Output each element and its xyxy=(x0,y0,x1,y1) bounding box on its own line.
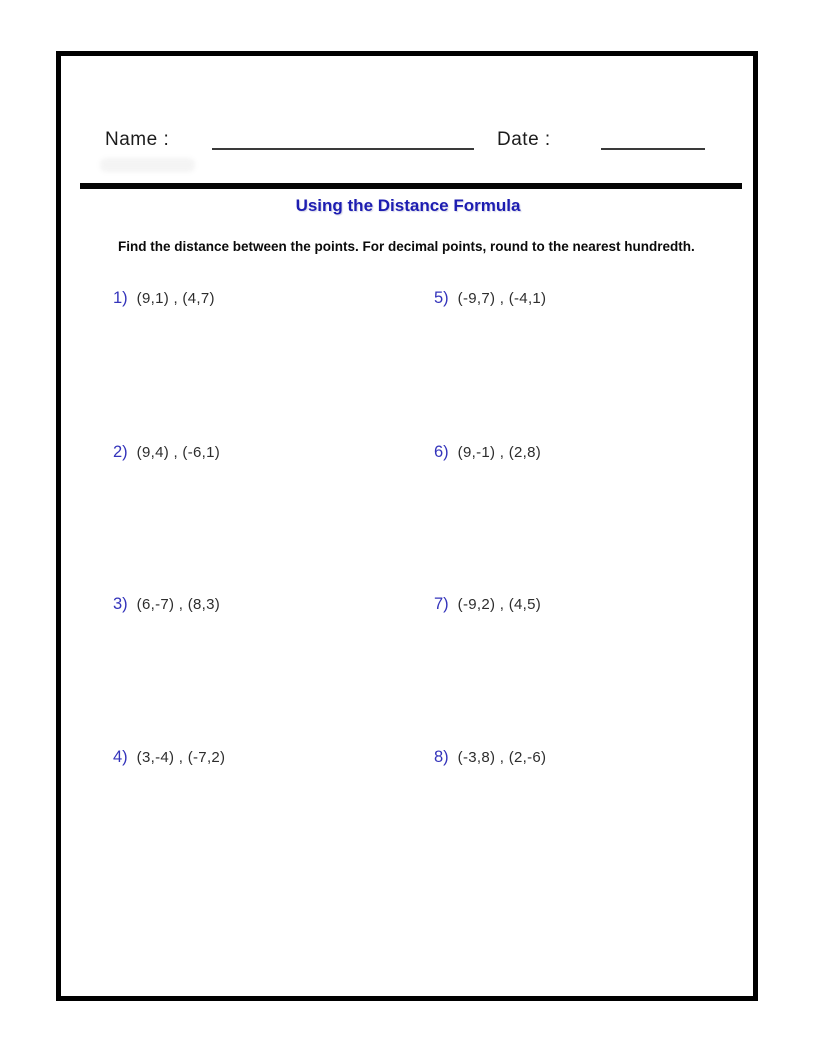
problem-number: 3) xyxy=(113,595,128,613)
problem-number: 2) xyxy=(113,443,128,461)
problem-number: 4) xyxy=(113,748,128,766)
name-blank-line xyxy=(212,134,474,150)
problem-7 xyxy=(434,595,541,614)
problem-2 xyxy=(113,443,220,462)
problem-points: (6,-7) , (8,3) xyxy=(136,596,221,613)
date-label: Date : xyxy=(497,129,551,150)
problem-points: (9,-1) , (2,8) xyxy=(457,444,542,461)
problem-points: (9,4) , (-6,1) xyxy=(136,444,221,461)
problem-1 xyxy=(113,289,215,308)
problem-number: 8) xyxy=(434,748,449,766)
name-label: Name : xyxy=(105,129,170,150)
date-blank-line xyxy=(601,134,705,150)
problem-8 xyxy=(434,748,546,767)
problem-number: 5) xyxy=(434,289,449,307)
problem-points: (-3,8) , (2,-6) xyxy=(457,749,547,766)
problem-3 xyxy=(113,595,220,614)
worksheet-instructions: Find the distance between the points. For decimal points, round to the nearest hundredth. xyxy=(118,239,695,254)
problem-6 xyxy=(434,443,541,462)
problem-5 xyxy=(434,289,546,308)
problem-number: 6) xyxy=(434,443,449,461)
header-divider-rule xyxy=(80,183,742,189)
problem-number: 1) xyxy=(113,289,128,307)
problem-points: (3,-4) , (-7,2) xyxy=(136,749,226,766)
problem-4 xyxy=(113,748,225,767)
problem-points: (9,1) , (4,7) xyxy=(136,290,215,307)
worksheet-title: Using the Distance Formula xyxy=(295,196,521,215)
problem-points: (-9,2) , (4,5) xyxy=(457,596,542,613)
scan-artifact xyxy=(100,158,195,172)
problem-points: (-9,7) , (-4,1) xyxy=(457,290,547,307)
page-border-frame xyxy=(56,51,758,1001)
problem-number: 7) xyxy=(434,595,449,613)
